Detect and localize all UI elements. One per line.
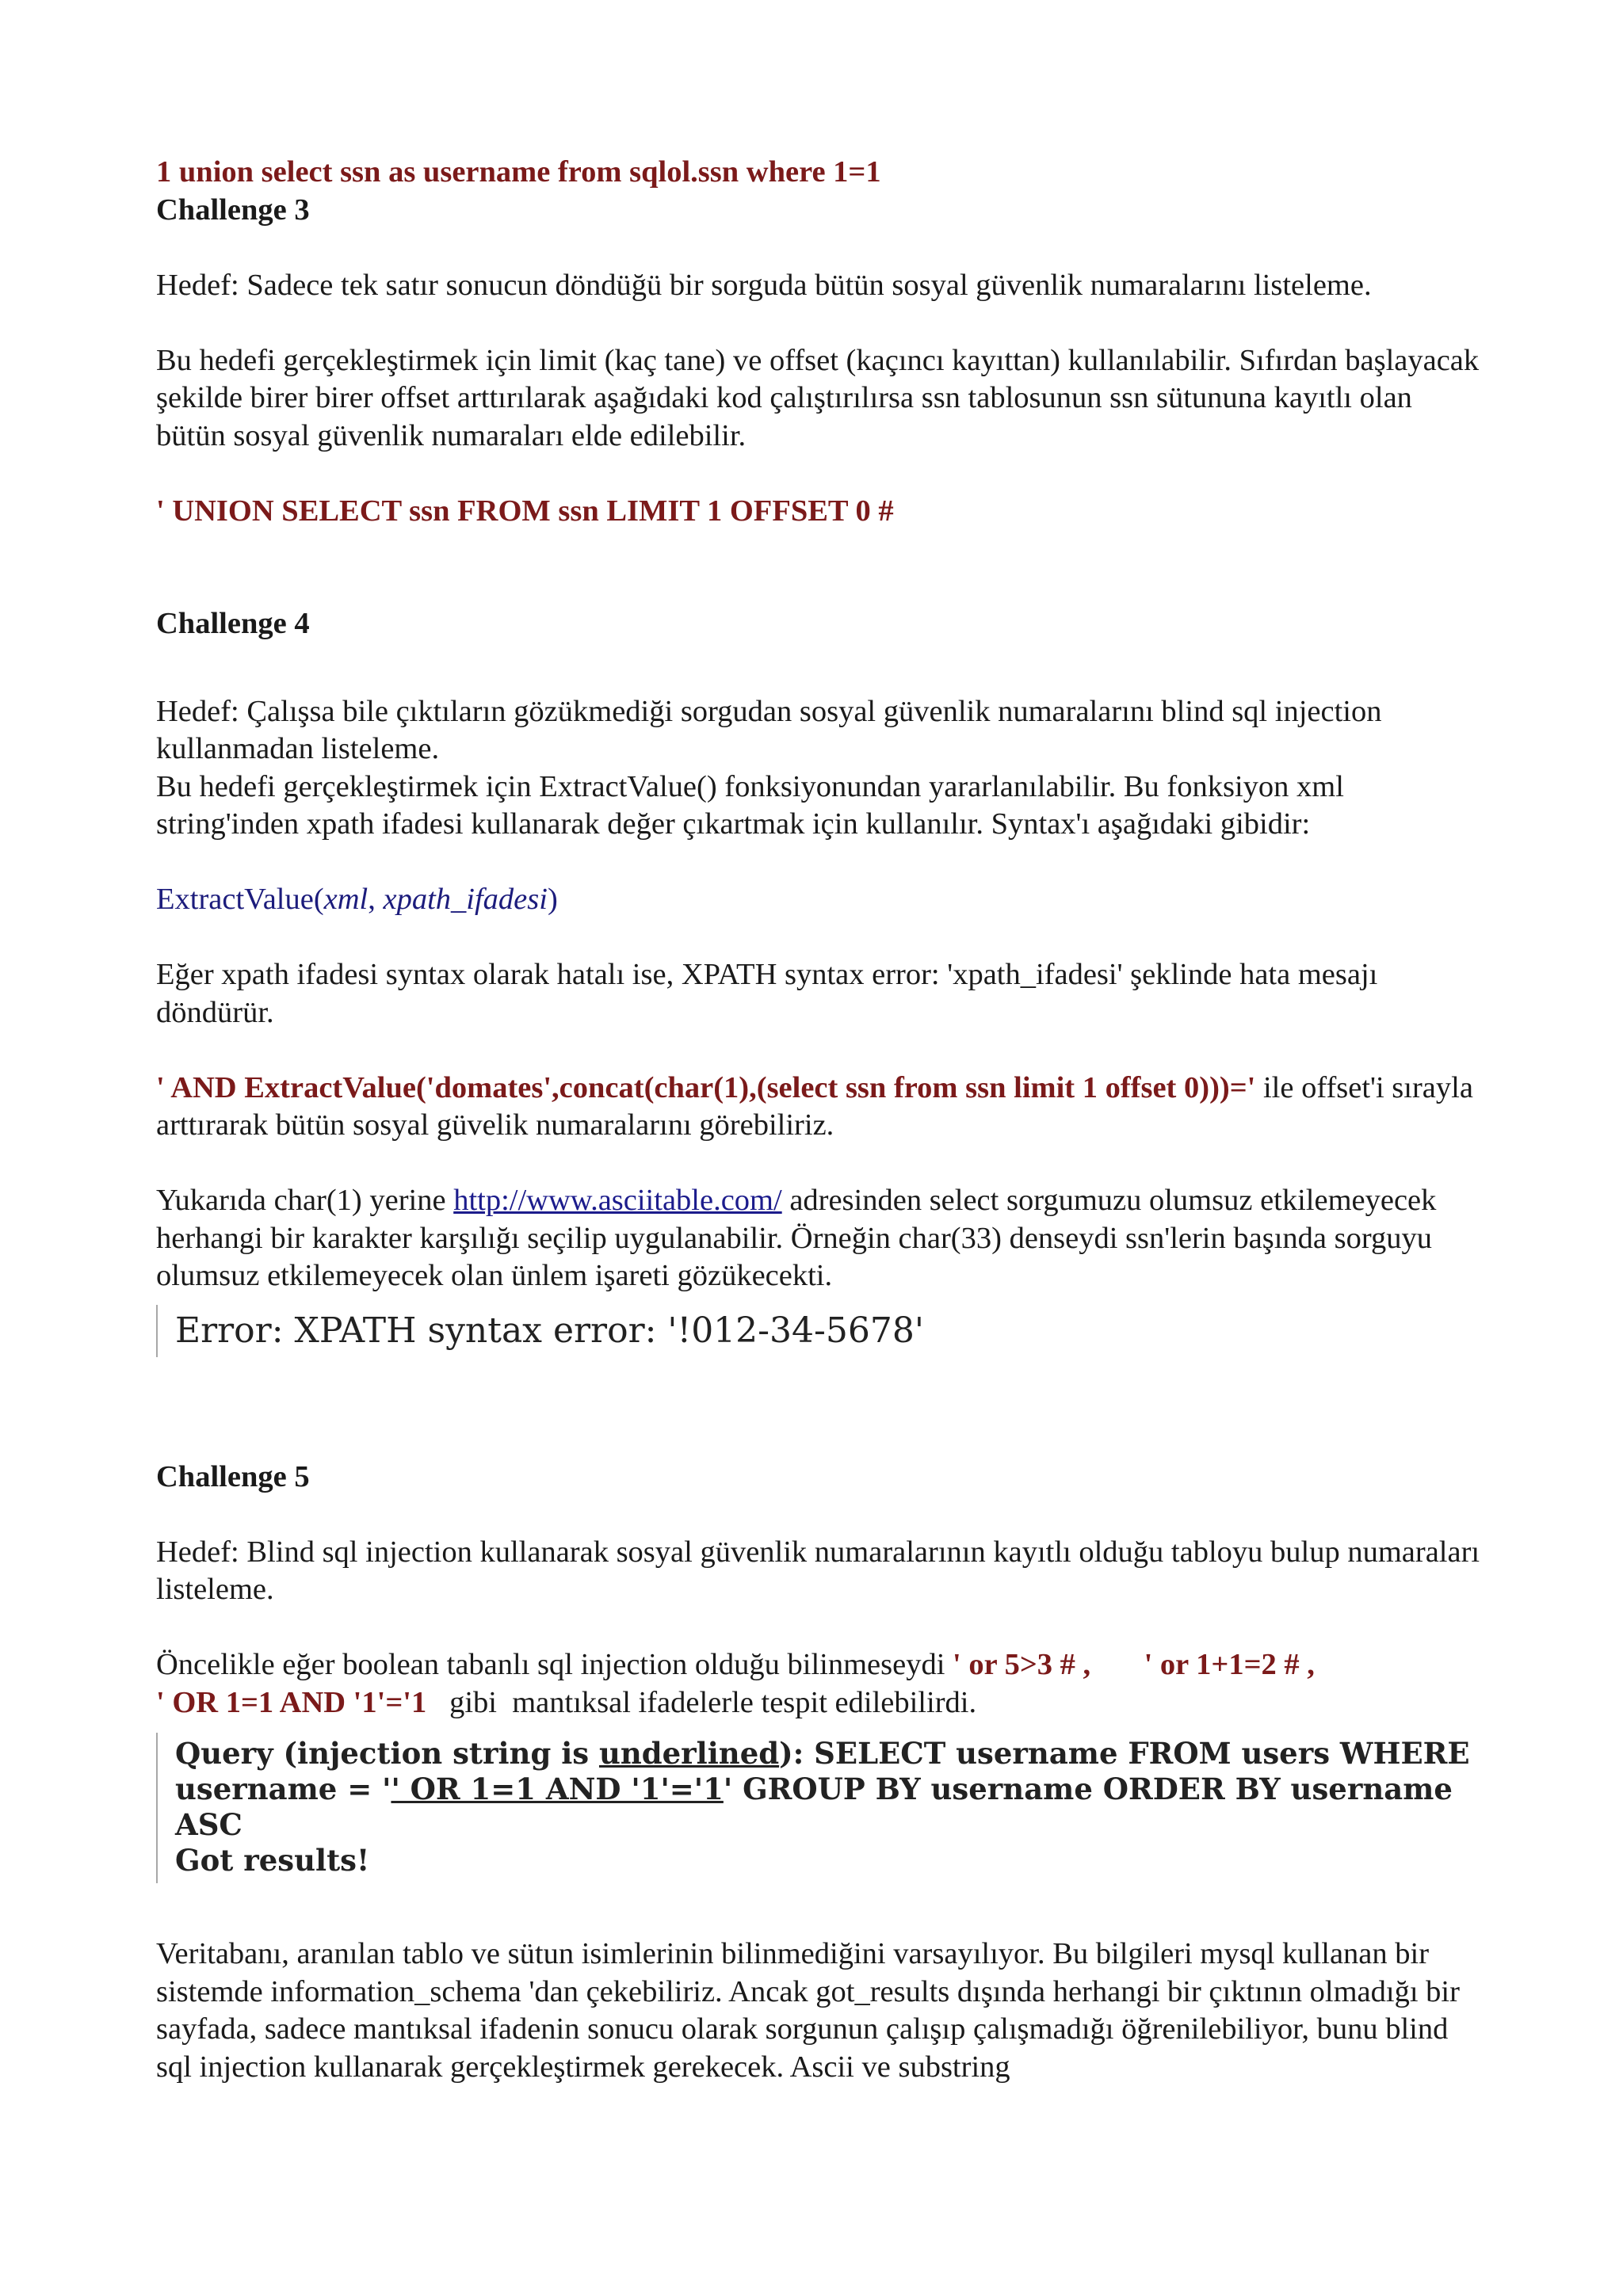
- intro-text-pre: Öncelikle eğer boolean tabanlı sql injection olduğu bilinmeseydi: [156, 1648, 953, 1681]
- challenge-3-description: Bu hedefi gerçekleştirmek için limit (kaç tane) ve offset (kaçıncı kayıttan) kullanılabilir. Sıfırdan başlayacak şekilde birer birer offset arttırılarak aşağıdaki kod çalıştırılırsa ssn tablosunun ssn sütununa kayıtlı olan bütün sosyal güvenlik numaraları elde edilebilir.: [156, 343, 1480, 452]
- query-injection-string: ' OR 1=1 AND '1'='1: [391, 1772, 724, 1806]
- tip-text-post: adresinden select sorgumuzu olumsuz etkilemeyecek herhangi bir karakter karşılığı seçilip uygulanabilir. Örneğin char(33) denseydi ssn'lerin başında sorguyu olumsuz etkilemeyecek olan ünlem işareti gözükecekti.: [156, 1184, 1437, 1292]
- query-text-3: username = ': [175, 1772, 391, 1806]
- query-text-4: ' GROUP BY username ORDER BY username ASC: [175, 1772, 1453, 1842]
- extractvalue-syntax: [156, 881, 1487, 919]
- heading-challenge-4: Challenge 4: [156, 607, 310, 640]
- query-line-2: [175, 1772, 1487, 1843]
- xpath-error-screenshot: [156, 1305, 1487, 1357]
- query-underlined-word: underlined: [598, 1736, 780, 1771]
- asciitable-link[interactable]: http://www.asciitable.com/: [453, 1184, 782, 1217]
- query-line-1: [175, 1736, 1487, 1772]
- syntax-separator: ,: [368, 883, 384, 916]
- challenge-3-goal: Hedef: Sadece tek satır sonucun döndüğü bir sorguda bütün sosyal güvenlik numaralarını listeleme.: [156, 268, 1372, 302]
- intro-text-post: gibi mantıksal ifadelerle tespit edilebilirdi.: [426, 1685, 977, 1719]
- query-result: Got results!: [175, 1843, 370, 1878]
- challenge-5-paragraph: Veritabanı, aranılan tablo ve sütun isimlerinin bilinmediğini varsayılıyor. Bu bilgileri mysql kullanan bir sistemde information_schema 'dan çekebiliriz. Ancak got_results dışında herhangi bir çıktının olmadığı bir sayfada, sadece mantıksal ifadenin sonucu olarak sorgunun çalışıp çalışmadığı öğrenilebiliyor, bunu blind sql injection kullanarak gerçekleştirmek gerekecek. Ascii ve substring: [156, 1937, 1460, 2084]
- syntax-arg-xml: xml: [323, 883, 369, 916]
- challenge-4-code-tail: ile offset'i sırayla arttırarak bütün sosyal güvelik numaralarını görebiliriz.: [156, 1070, 1473, 1142]
- heading-challenge-5: Challenge 5: [156, 1459, 310, 1493]
- xpath-error-text: Error: XPATH syntax error: '!012-34-5678': [175, 1310, 924, 1351]
- syntax-arg-xpath: xpath_ifadesi: [383, 883, 548, 916]
- challenge-4-tip: [156, 1182, 1487, 1295]
- challenge-5-intro: [156, 1646, 1487, 1722]
- challenge-4-description: Bu hedefi gerçekleştirmek için ExtractValue() fonksiyonundan yararlanılabilir. Bu fonksiyon xml string'inden xpath ifadesi kullanarak değer çıkartmak için kullanılır. Syntax'ı aşağıdaki gibidir:: [156, 769, 1344, 841]
- code-line-union-ssn: 1 union select ssn as username from sqlol.ssn where 1=1: [156, 155, 881, 189]
- challenge-4-error-note: Eğer xpath ifadesi syntax olarak hatalı ise, XPATH syntax error: 'xpath_ifadesi' şeklinde hata mesajı döndürür.: [156, 958, 1378, 1029]
- challenge-3-code: ' UNION SELECT ssn FROM ssn LIMIT 1 OFFSET 0 #: [156, 494, 894, 528]
- query-result-screenshot: [156, 1733, 1487, 1883]
- syntax-function: ExtractValue(: [156, 883, 324, 916]
- challenge-4-goal: Hedef: Çalışsa bile çıktıların gözükmediği sorgudan sosyal güvenlik numaralarını blind sql injection kullanmadan listeleme.: [156, 694, 1382, 765]
- challenge-5-goal: Hedef: Blind sql injection kullanarak sosyal güvenlik numaralarının kayıtlı olduğu tabloyu bulup numaraları listeleme.: [156, 1535, 1480, 1606]
- syntax-close: ): [547, 883, 558, 916]
- challenge-4-code: ' AND ExtractValue('domates',concat(char(1),(select ssn from ssn limit 1 offset 0)))=': [156, 1070, 1256, 1104]
- heading-challenge-3: Challenge 3: [156, 193, 310, 227]
- intro-code-1: ' or 5>3 # ,: [953, 1648, 1091, 1681]
- intro-code-2: ' or 1+1=2 # ,: [1144, 1648, 1315, 1681]
- intro-code-3: ' OR 1=1 AND '1'='1: [156, 1685, 427, 1719]
- document-body: [156, 154, 1487, 2086]
- challenge-4-code-paragraph: [156, 1070, 1487, 1145]
- query-text-2: ): SELECT username FROM users WHERE: [779, 1736, 1470, 1771]
- query-text-1: Query (injection string is: [175, 1736, 599, 1771]
- tip-text-pre: Yukarıda char(1) yerine: [156, 1184, 454, 1217]
- intro-spacer: [1090, 1648, 1144, 1681]
